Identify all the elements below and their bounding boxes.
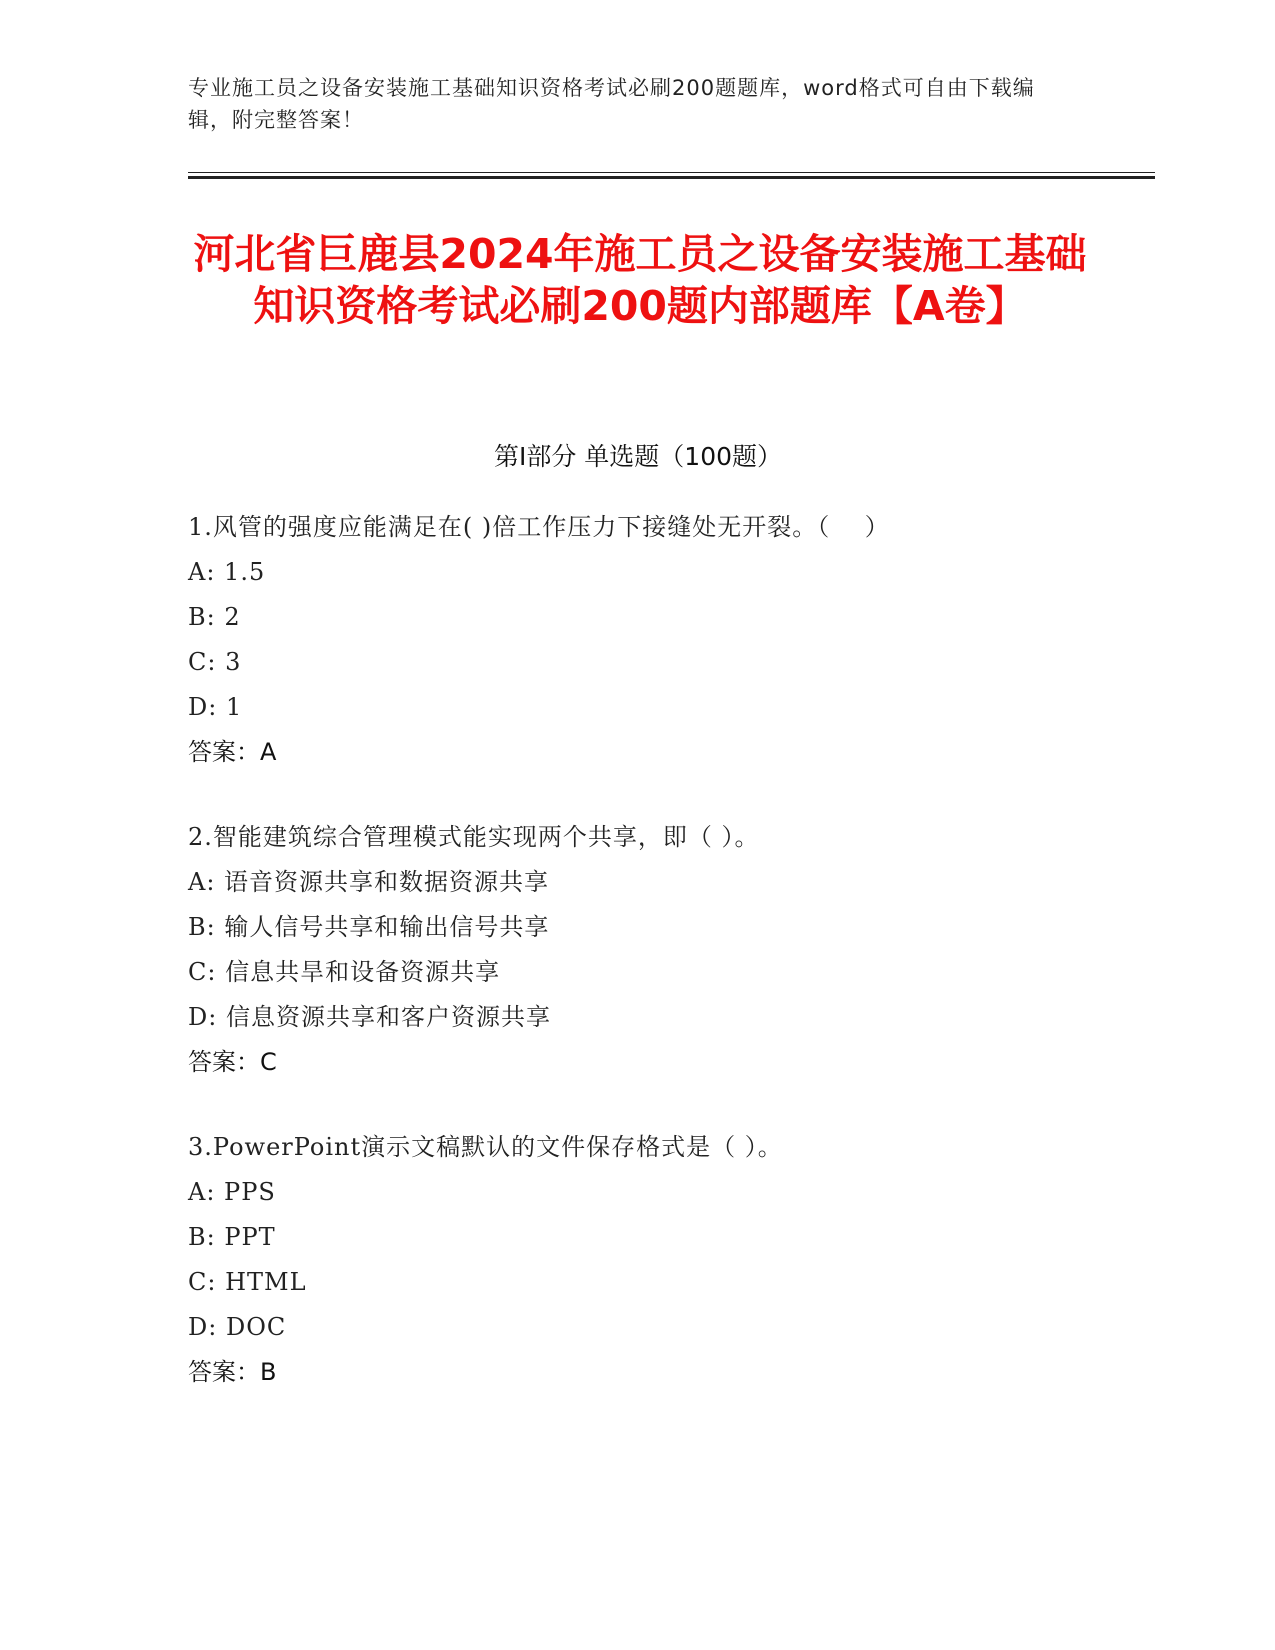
option-a: A: PPS (188, 1178, 276, 1206)
question-stem: 1.风管的强度应能满足在( )倍工作压力下接缝处无开裂。（ ） (188, 513, 890, 541)
section-title: 第Ⅰ部分 单选题（100题） (493, 442, 783, 471)
option-c: C: HTML (188, 1268, 307, 1296)
option-c: C: 3 (188, 648, 242, 676)
option-d: D: DOC (188, 1313, 287, 1341)
question-3 (188, 1125, 1148, 1395)
question-stem: 3.PowerPoint演示文稿默认的文件保存格式是（ ）。 (188, 1133, 783, 1161)
option-d: D: 信息资源共享和客户资源共享 (188, 1003, 551, 1031)
option-a: A: 1.5 (188, 558, 266, 586)
header-rule-thick (188, 176, 1155, 179)
option-c: C: 信息共旱和设备资源共享 (188, 958, 501, 986)
header-rule-thin (188, 172, 1155, 173)
header-note: 专业施工员之设备安装施工基础知识资格考试必刷200题题库，word格式可自由下载编辑，附完整答案！ (188, 76, 1035, 132)
document-title: 河北省巨鹿县2024年施工员之设备安装施工基础知识资格考试必刷200题内部题库【A卷】 (193, 230, 1087, 330)
option-b: B: PPT (188, 1223, 276, 1251)
option-b: B: 输人信号共享和输出信号共享 (188, 913, 550, 941)
option-a: A: 语音资源共享和数据资源共享 (188, 868, 550, 896)
answer: 答案：B (188, 1358, 277, 1386)
option-b: B: 2 (188, 603, 241, 631)
answer: 答案：C (188, 1048, 277, 1076)
option-d: D: 1 (188, 693, 243, 721)
answer: 答案：A (188, 738, 277, 766)
question-1 (188, 505, 1148, 775)
question-stem: 2.智能建筑综合管理模式能实现两个共享，即（ ）。 (188, 823, 760, 851)
question-2 (188, 815, 1148, 1085)
